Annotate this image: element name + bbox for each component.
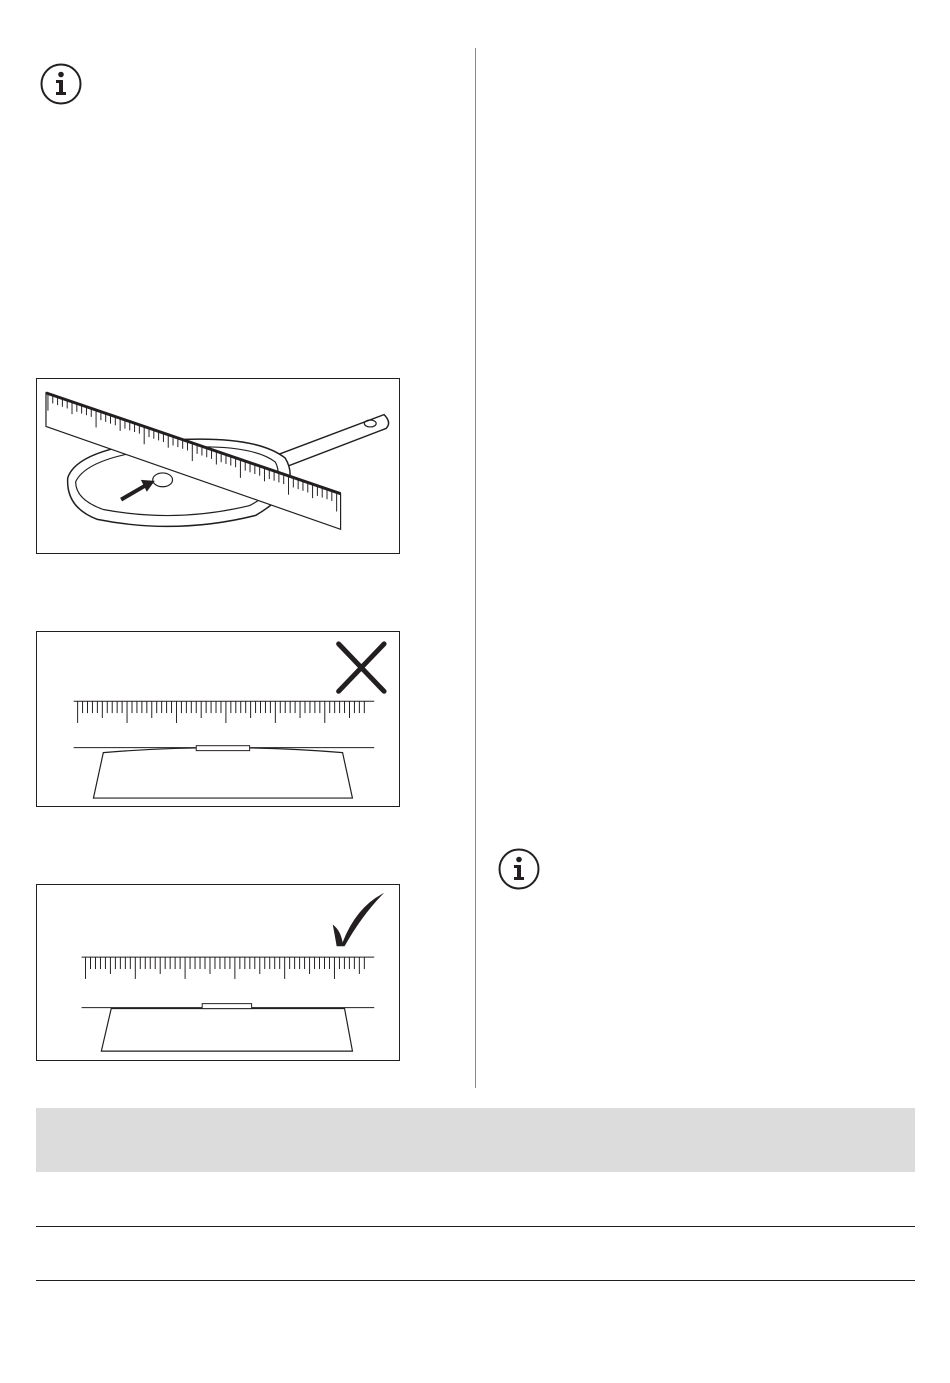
table-rule-top: [36, 1226, 915, 1227]
pan-not-flat-figure: [36, 631, 400, 807]
table-rule-bottom: [36, 1280, 915, 1281]
pan-flat-figure: [36, 884, 400, 1061]
pan-ruler-illustration: [37, 379, 399, 553]
flat-pan-illustration: [37, 885, 399, 1060]
section-header-band: [36, 1108, 915, 1172]
warped-pan-illustration: [37, 632, 399, 806]
pan-flatness-check-figure: [36, 378, 400, 554]
info-icon: [498, 848, 540, 890]
column-divider: [475, 48, 476, 1088]
check-mark-icon: [333, 893, 384, 946]
cross-mark-icon: [339, 644, 384, 691]
info-icon: [40, 63, 82, 105]
